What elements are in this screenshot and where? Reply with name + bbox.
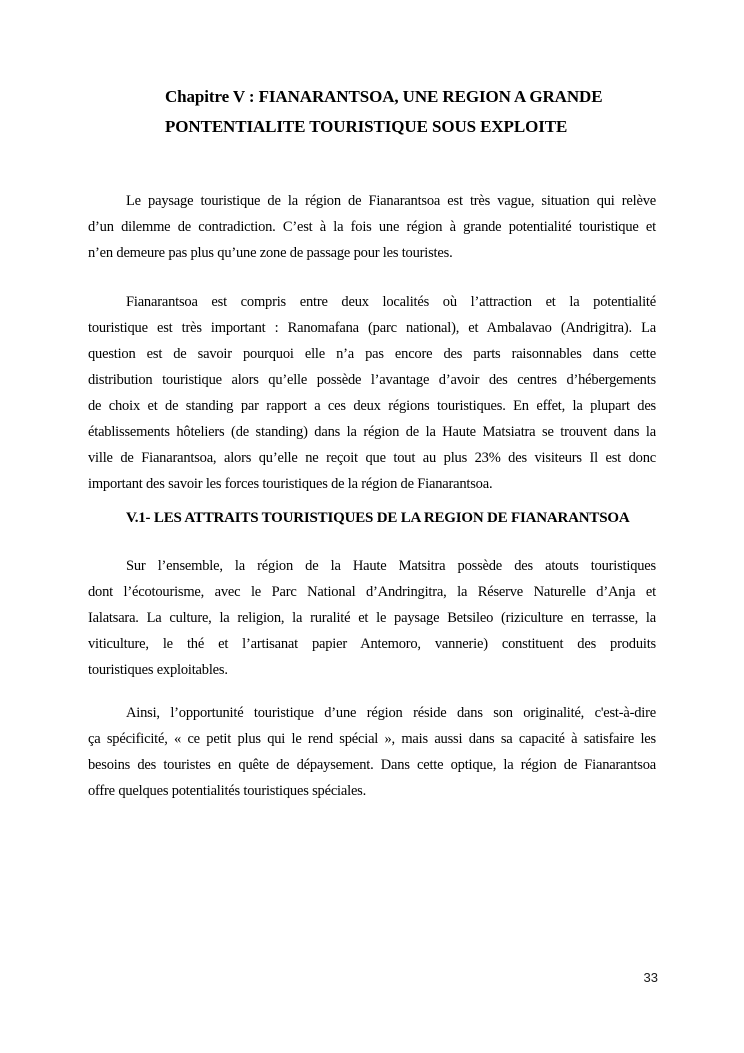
text-line: question est de savoir pourquoi elle n’a pas encore des parts raisonnables dans cette (88, 346, 656, 362)
text-line: d’un dilemme de contradiction. C’est à la fois une région à grande potentialité touristique et (88, 219, 656, 235)
chapter-title-line-2: PONTENTIALITE TOURISTIQUE SOUS EXPLOITE (165, 117, 568, 136)
text-line: Fianarantsoa est compris entre deux localités où l’attraction et la potentialité (126, 294, 656, 310)
text-line: Sur l’ensemble, la région de la Haute Matsitra possède des atouts touristiques (126, 558, 656, 574)
text-line: de choix et de standing par rapport a ces deux régions touristiques. En effet, la plupart des (88, 398, 656, 414)
text-line: distribution touristique alors qu’elle possède l’avantage d’avoir des centres d’hébergements (88, 372, 656, 388)
text-line: ça spécificité, « ce petit plus qui le rend spécial », mais aussi dans sa capacité à satisfaire les (88, 731, 656, 747)
text-line: Ialatsara. La culture, la religion, la ruralité et le paysage Betsileo (riziculture en terrasse, la (88, 610, 656, 626)
chapter-title-line-1: Chapitre V : FIANARANTSOA, UNE REGION A GRANDE (165, 87, 603, 106)
chapter-title (165, 82, 656, 142)
text-line: touristique est très important : Ranomafana (parc national), et Ambalavao (Andrigitra). La (88, 320, 656, 336)
text-line: offre quelques potentialités touristiques spéciales. (88, 783, 367, 799)
text-line: viticulture, le thé et l’artisanat papier Antemoro, vannerie) constituent des produits (88, 636, 656, 652)
text-line: ville de Fianarantsoa, alors qu’elle ne reçoit que tout au plus 23% des visiteurs Il est donc (88, 450, 656, 466)
text-line: n’en demeure pas plus qu’une zone de passage pour les touristes. (88, 245, 453, 261)
text-line: touristiques exploitables. (88, 662, 228, 678)
text-line: important des savoir les forces touristiques de la région de Fianarantsoa. (88, 476, 493, 492)
text-line: dont l’écotourisme, avec le Parc National d’Andringitra, la Réserve Naturelle d’Anja et (88, 584, 656, 600)
paragraph-attraits (88, 553, 656, 683)
page-number: 33 (643, 970, 658, 985)
text-line: Le paysage touristique de la région de Fianarantsoa est très vague, situation qui relève (126, 193, 656, 209)
paragraph-context (88, 289, 656, 497)
text-line: besoins des touristes en quête de dépaysement. Dans cette optique, la région de Fianarantsoa (88, 757, 656, 773)
text-line: établissements hôteliers (de standing) dans la région de la Haute Matsiatra se trouvent dans la (88, 424, 656, 440)
text-line: Ainsi, l’opportunité touristique d’une région réside dans son originalité, c'est-à-dire (126, 705, 656, 721)
paragraph-opportunite (88, 700, 656, 804)
section-heading: V.1- LES ATTRAITS TOURISTIQUES DE LA REGION DE FIANARANTSOA (126, 510, 630, 526)
paragraph-intro (88, 188, 656, 266)
